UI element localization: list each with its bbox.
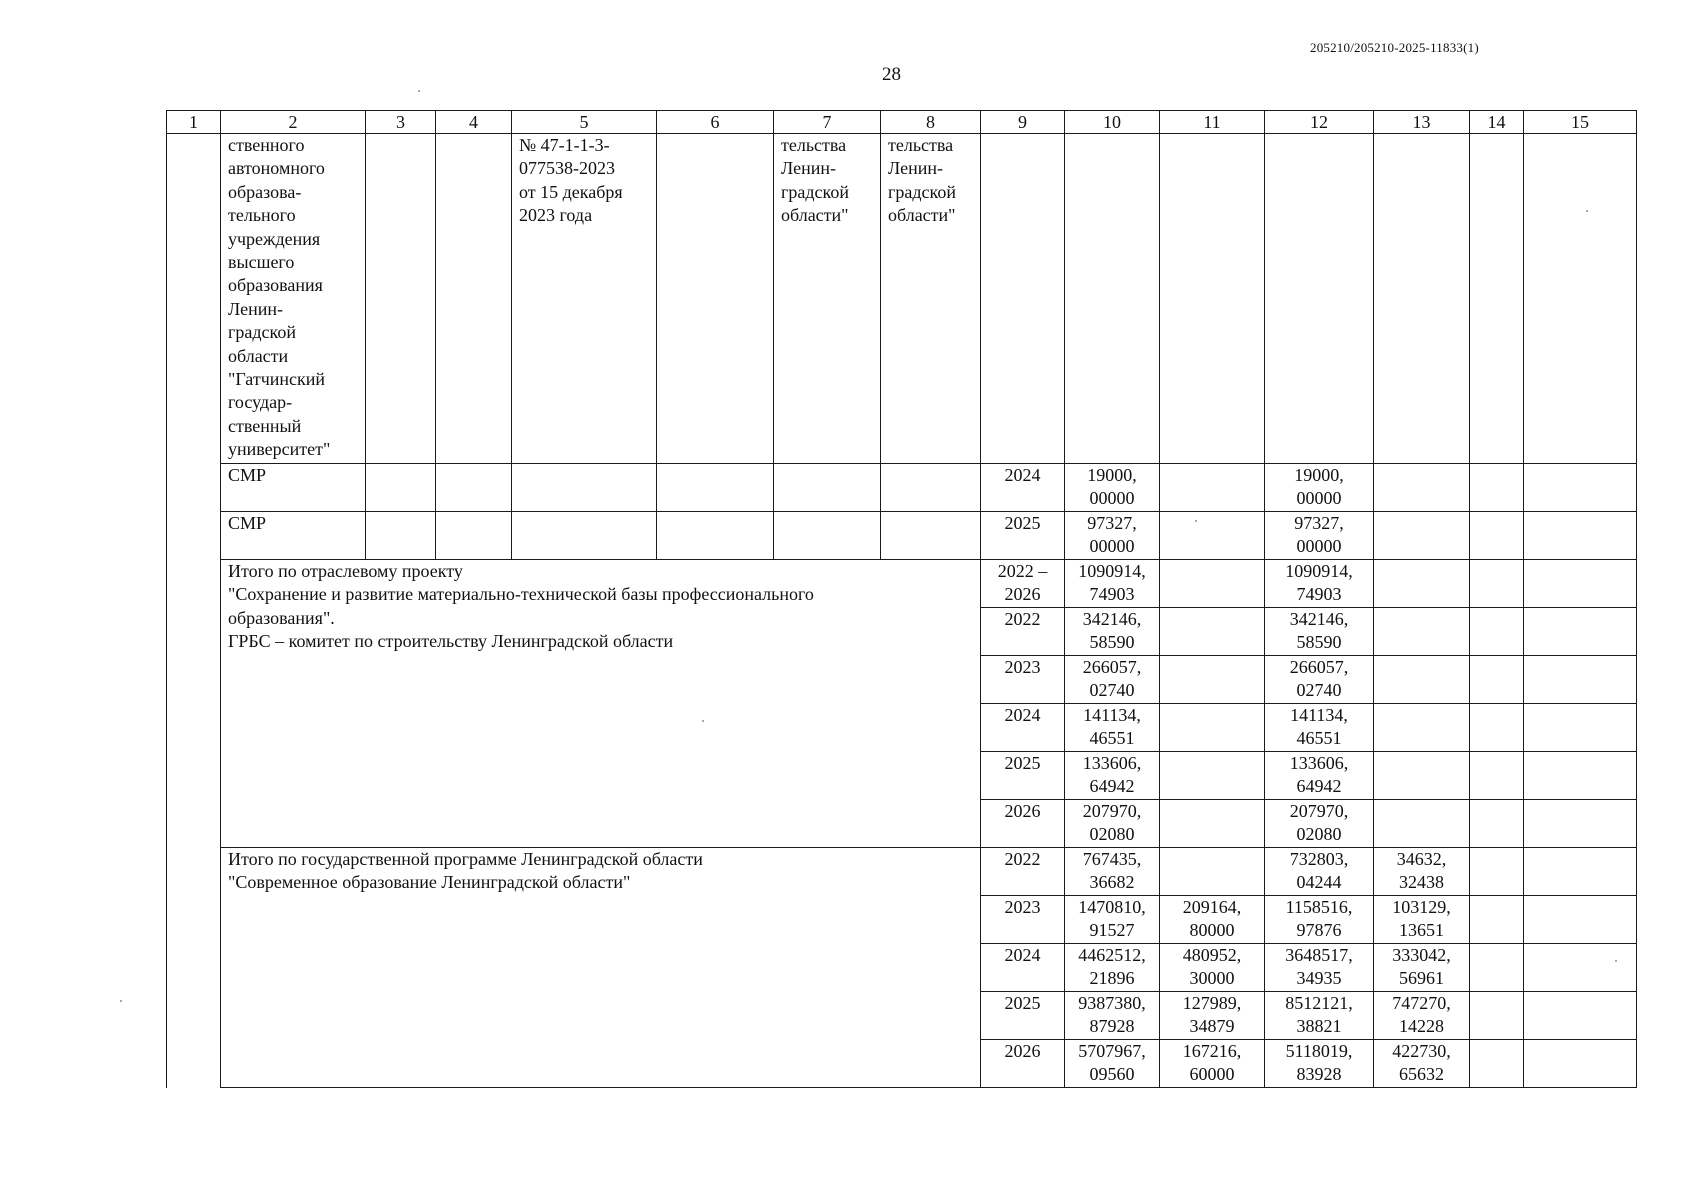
amount-col10: 5707967, 09560 (1065, 1040, 1160, 1088)
empty-cell (1374, 608, 1470, 656)
row-number-cell (167, 848, 221, 1088)
smr-label: СМР (221, 464, 366, 512)
amount-col12: 141134, 46551 (1265, 704, 1374, 752)
empty-cell (1470, 608, 1524, 656)
empty-cell (1470, 800, 1524, 848)
year-cell: 2022 – 2026 (981, 560, 1065, 608)
empty-cell (1160, 752, 1265, 800)
empty-cell (1524, 608, 1637, 656)
header-cell: 7 (774, 111, 881, 134)
amount-col13: 103129, 13651 (1374, 896, 1470, 944)
empty-cell (1470, 560, 1524, 608)
year-cell: 2024 (981, 944, 1065, 992)
header-cell: 3 (366, 111, 436, 134)
amount-col11: 127989, 34879 (1160, 992, 1265, 1040)
empty-cell (1524, 560, 1637, 608)
amount-col13: 747270, 14228 (1374, 992, 1470, 1040)
amount-regional: 19000, 00000 (1265, 464, 1374, 512)
empty-cell (1470, 848, 1524, 896)
total-description: Итого по государственной программе Ленинградской области "Современное образование Ленинградской области" (221, 848, 981, 1088)
amount-col12: 732803, 04244 (1265, 848, 1374, 896)
amount-col11 (1160, 848, 1265, 896)
col6-cell (657, 134, 774, 464)
header-cell: 11 (1160, 111, 1265, 134)
empty-cell (1524, 656, 1637, 704)
amount-col12: 1158516, 97876 (1265, 896, 1374, 944)
year-cell: 2024 (981, 464, 1065, 512)
amount-col11: 167216, 60000 (1160, 1040, 1265, 1088)
empty-cell (1470, 896, 1524, 944)
header-cell: 2 (221, 111, 366, 134)
empty-cell (1374, 752, 1470, 800)
amount-col12: 3648517, 34935 (1265, 944, 1374, 992)
budget-table (166, 110, 1637, 1088)
amount-col12: 8512121, 38821 (1265, 992, 1374, 1040)
empty-cell (1524, 752, 1637, 800)
scan-speck (1615, 960, 1617, 962)
smr-row (167, 512, 1637, 560)
col8-cell (881, 134, 981, 464)
amount-col12: 342146, 58590 (1265, 608, 1374, 656)
amount-col12: 5118019, 83928 (1265, 1040, 1374, 1088)
empty-cell (1374, 560, 1470, 608)
empty-cell (1524, 800, 1637, 848)
empty-cell (1524, 1040, 1637, 1088)
header-cell: 12 (1265, 111, 1374, 134)
empty-cell (1524, 896, 1637, 944)
col3-cell (366, 134, 436, 464)
document-id: 205210/205210-2025-11833(1) (1310, 40, 1479, 55)
amount-col12: 266057, 02740 (1265, 656, 1374, 704)
header-cell: 14 (1470, 111, 1524, 134)
amount-col10: 133606, 64942 (1065, 752, 1160, 800)
header-cell: 1 (167, 111, 221, 134)
year-cell: 2026 (981, 800, 1065, 848)
empty-cell (1160, 560, 1265, 608)
empty-cell (1470, 656, 1524, 704)
total-description: Итого по отраслевому проекту "Сохранение и развитие материально-технической базы профессионального образования". ГРБС – комитет по строительству Ленинградской области (221, 560, 981, 848)
year-cell: 2023 (981, 896, 1065, 944)
amount-col10: 207970, 02080 (1065, 800, 1160, 848)
smr-row (167, 464, 1637, 512)
smr-label: СМР (221, 512, 366, 560)
amount-col11: 480952, 30000 (1160, 944, 1265, 992)
row-number-cell (167, 134, 221, 560)
empty-cell (1374, 800, 1470, 848)
object-name: ственного автономного образова- тельного учреждения высшего образования Ленин- градской области "Гатчинский государ- ственный университет" (228, 135, 331, 460)
object-name-cell (221, 134, 366, 464)
empty-cell (1524, 992, 1637, 1040)
row-number-cell (167, 560, 221, 848)
col7-text: тельства Ленин- градской области" (781, 135, 849, 226)
program-total-section (167, 848, 1637, 1088)
scan-speck (702, 720, 704, 722)
col8-text: тельства Ленин- градской области" (888, 135, 956, 226)
amount-col12: 207970, 02080 (1265, 800, 1374, 848)
amount-col10: 1090914, 74903 (1065, 560, 1160, 608)
year-cell: 2022 (981, 848, 1065, 896)
object-row (167, 134, 1637, 464)
year-cell: 2025 (981, 512, 1065, 560)
year-cell: 2025 (981, 992, 1065, 1040)
empty-cell (1160, 800, 1265, 848)
header-cell: 4 (436, 111, 512, 134)
empty-cell (1160, 608, 1265, 656)
amount-col10: 141134, 46551 (1065, 704, 1160, 752)
amount-col10: 1470810, 91527 (1065, 896, 1160, 944)
empty-cell (1470, 752, 1524, 800)
empty-cell (1160, 656, 1265, 704)
amount-regional: 97327, 00000 (1265, 512, 1374, 560)
amount-col10: 767435, 36682 (1065, 848, 1160, 896)
header-cell: 13 (1374, 111, 1470, 134)
year-cell: 2024 (981, 704, 1065, 752)
scan-speck (1195, 520, 1197, 522)
year-cell: 2022 (981, 608, 1065, 656)
amount-col12: 1090914, 74903 (1265, 560, 1374, 608)
empty-cell (1524, 848, 1637, 896)
total-row (167, 848, 1637, 896)
empty-cell (1524, 944, 1637, 992)
amount-col12: 133606, 64942 (1265, 752, 1374, 800)
header-cell: 8 (881, 111, 981, 134)
scan-speck (418, 90, 420, 92)
empty-cell (1160, 704, 1265, 752)
empty-cell (1374, 704, 1470, 752)
year-cell: 2026 (981, 1040, 1065, 1088)
empty-cell (1374, 656, 1470, 704)
empty-cell (1524, 704, 1637, 752)
amount-col13: 422730, 65632 (1374, 1040, 1470, 1088)
empty-cell (1470, 992, 1524, 1040)
amount-total: 19000, 00000 (1065, 464, 1160, 512)
total-row (167, 560, 1637, 608)
header-cell: 5 (512, 111, 657, 134)
amount-col10: 266057, 02740 (1065, 656, 1160, 704)
scan-speck (120, 1000, 122, 1002)
amount-col13: 333042, 56961 (1374, 944, 1470, 992)
year-cell: 2023 (981, 656, 1065, 704)
expertise-conclusion: № 47-1-1-3- 077538-2023 от 15 декабря 2023 года (519, 135, 623, 226)
industry-total-section (167, 560, 1637, 848)
header-cell: 9 (981, 111, 1065, 134)
amount-col10: 342146, 58590 (1065, 608, 1160, 656)
col7-cell (774, 134, 881, 464)
col4-cell (436, 134, 512, 464)
header-cell: 10 (1065, 111, 1160, 134)
amount-col13: 34632, 32438 (1374, 848, 1470, 896)
page-number: 28 (882, 64, 901, 85)
header-cell: 15 (1524, 111, 1637, 134)
header-cell: 6 (657, 111, 774, 134)
empty-cell (1470, 704, 1524, 752)
amount-col10: 9387380, 87928 (1065, 992, 1160, 1040)
empty-cell (1470, 944, 1524, 992)
amount-col11: 209164, 80000 (1160, 896, 1265, 944)
year-cell: 2025 (981, 752, 1065, 800)
amount-col10: 4462512, 21896 (1065, 944, 1160, 992)
scan-speck (1586, 210, 1588, 212)
header-row (167, 111, 1637, 134)
amount-total: 97327, 00000 (1065, 512, 1160, 560)
empty-cell (1470, 1040, 1524, 1088)
object-document-cell (512, 134, 657, 464)
